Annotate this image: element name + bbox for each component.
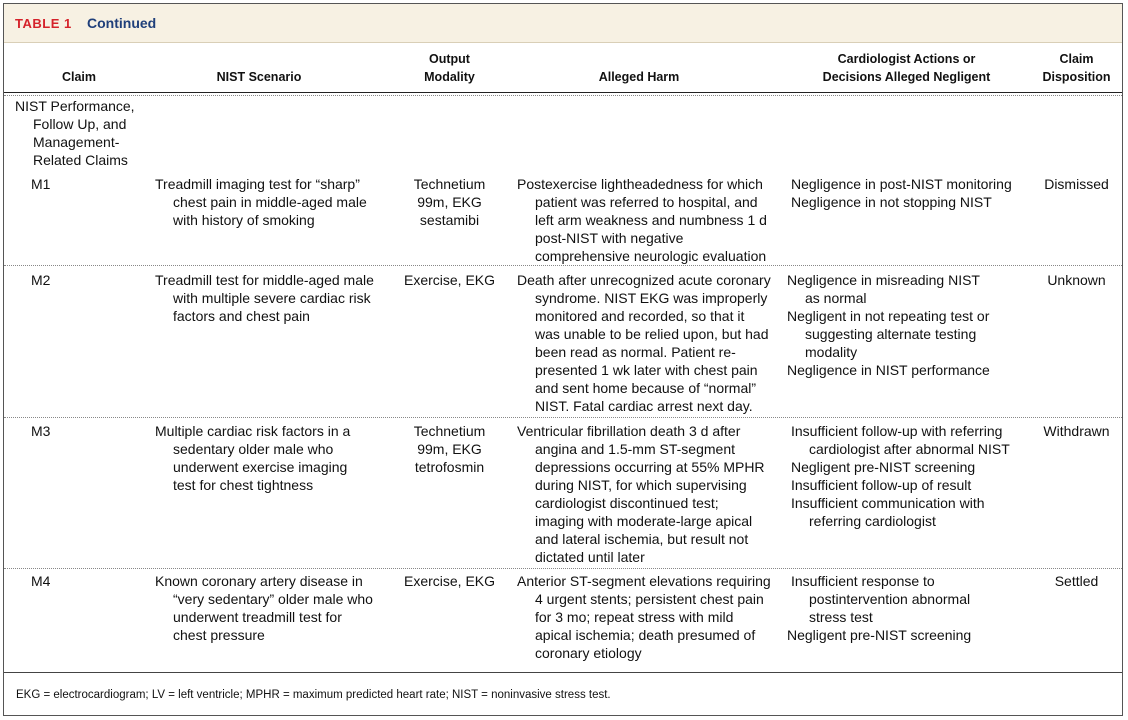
harm-cell: Ventricular fibrillation death 3 d after angina and 1.5-mm ST-segment depressions occurring at 55% MPHR during NIST, for which supervising cardiologist discontinued test; imaging with moderate-large apical and lateral ischemia, but result not dictated until later (517, 423, 765, 565)
header-harm: Alleged Harm (598, 70, 680, 84)
modality-cell: Exercise, EKG (403, 272, 496, 288)
modality-cell: Technetium 99m, EKG tetrofosmin (413, 423, 486, 475)
row-separator (4, 568, 1122, 569)
disposition-cell: Settled (1054, 573, 1099, 589)
row-separator (4, 265, 1122, 266)
section-label: NIST Performance, Follow Up, and Management- Related Claims (15, 98, 135, 168)
claim-id: M3 (31, 423, 51, 439)
table-frame (3, 3, 1123, 716)
disposition-cell: Unknown (1047, 272, 1106, 288)
harm-cell: Postexercise lightheadedness for which patient was referred to hospital, and left arm weakness and numbness 1 d post-NIST with negative comprehensive neurologic evaluation (517, 176, 767, 264)
scenario-cell: Known coronary artery disease in “very sedentary” older male who underwent treadmill test for chest pressure (155, 573, 373, 643)
claim-id: M1 (31, 176, 51, 192)
row-separator (4, 417, 1122, 418)
header-dotted-rule (4, 95, 1122, 96)
actions-cell: Insufficient response to postintervention abnormal stress test Negligent pre-NIST screening (787, 573, 972, 643)
scenario-cell: Treadmill imaging test for “sharp” chest pain in middle-aged male with history of smoking (155, 176, 367, 228)
actions-cell: Insufficient follow-up with referring cardiologist after abnormal NIST Negligent pre-NIST screening Insufficient follow-up of result Insufficient communication with referring cardiologist (791, 423, 1010, 529)
harm-cell: Death after unrecognized acute coronary syndrome. NIST EKG was improperly monitored and recorded, so that it was unable to be relied upon, but had been read as normal. Patient re- presented 1 wk later with chest pain and sent home because of “normal” NIST. Fatal cardiac arrest next day. (517, 272, 771, 414)
header-modality: Output Modality (424, 52, 475, 84)
table-label: TABLE 1 (15, 16, 72, 31)
table-continued: Continued (87, 15, 157, 31)
header-scenario: NIST Scenario (216, 70, 302, 84)
disposition-cell: Dismissed (1044, 176, 1109, 192)
claim-id: M2 (31, 272, 51, 288)
harm-cell: Anterior ST-segment elevations requiring 4 urgent stents; persistent chest pain for 3 mo; repeat stress with mild apical ischemia; death presumed of coronary etiology (517, 573, 771, 661)
table-title-bar (4, 4, 1122, 43)
footer-rule (4, 672, 1122, 673)
scenario-cell: Treadmill test for middle-aged male with multiple severe cardiac risk factors and chest pain (155, 272, 374, 324)
modality-cell: Exercise, EKG (403, 573, 496, 589)
header-disposition: Claim Disposition (1042, 52, 1111, 84)
header-rule (4, 92, 1122, 93)
claim-id: M4 (31, 573, 51, 589)
actions-cell: Negligence in post-NIST monitoring Negligence in not stopping NIST (791, 176, 1012, 210)
modality-cell: Technetium 99m, EKG sestamibi (413, 176, 486, 228)
actions-cell: Negligence in misreading NIST as normal Negligent in not repeating test or suggesting alternate testing modality Negligence in NIST performance (787, 272, 990, 378)
scenario-cell: Multiple cardiac risk factors in a sedentary older male who underwent exercise imaging test for chest tightness (155, 423, 351, 493)
header-actions: Cardiologist Actions or Decisions Alleged Negligent (822, 52, 991, 84)
footnote: EKG = electrocardiogram; LV = left ventricle; MPHR = maximum predicted heart rate; NIST = noninvasive stress test. (16, 689, 611, 701)
disposition-cell: Withdrawn (1043, 423, 1110, 439)
header-claim: Claim (61, 70, 97, 84)
